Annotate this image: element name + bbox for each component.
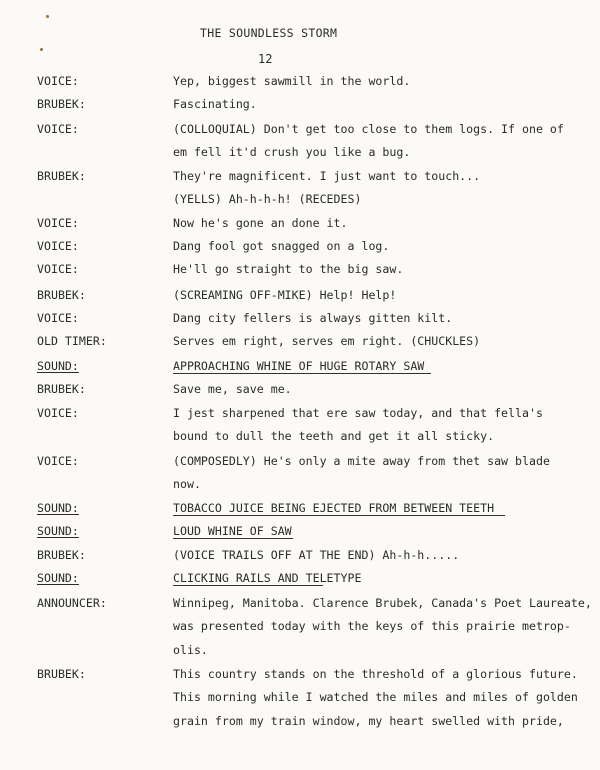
speaker-label: VOICE:	[37, 216, 79, 230]
dialogue-line: This country stands on the threshold of a glorious future.	[173, 667, 578, 681]
dialogue-line: Dang fool got snagged on a log.	[173, 239, 390, 253]
speaker-label: ANNOUNCER:	[37, 596, 107, 610]
speaker-label: BRUBEK:	[37, 667, 86, 681]
dialogue-line: em fell it'd crush you like a bug.	[173, 145, 411, 160]
cue-underline	[173, 515, 505, 516]
dialogue-line: Yep, biggest sawmill in the world.	[173, 74, 411, 88]
dialogue-line: now.	[173, 477, 201, 492]
speaker-label: BRUBEK:	[37, 288, 86, 302]
speaker-label: SOUND:	[37, 524, 79, 538]
page-number: 12	[258, 52, 273, 66]
speaker-label: OLD TIMER:	[37, 334, 107, 348]
sound-cue-text	[173, 355, 424, 378]
dialogue-line: TOBACCO JUICE BEING EJECTED FROM BETWEEN TEETH	[173, 501, 495, 515]
speaker-label: VOICE:	[37, 74, 79, 88]
dialogue-text	[173, 118, 564, 165]
dialogue-text	[173, 378, 292, 401]
speaker-label: BRUBEK:	[37, 548, 86, 562]
dialogue-line: Serves em right, serves em right. (CHUCKLES)	[173, 334, 481, 348]
speaker-label: VOICE:	[37, 311, 79, 325]
dialogue-line: LOUD WHINE OF SAW	[173, 524, 292, 538]
dialogue-line: (YELLS) Ah-h-h-h! (RECEDES)	[173, 192, 362, 207]
dialogue-text	[173, 592, 592, 662]
dialogue-line: (VOICE TRAILS OFF AT THE END) Ah-h-h.....	[173, 548, 460, 562]
speaker-label: VOICE:	[37, 454, 79, 468]
dialogue-text	[173, 258, 403, 281]
dialogue-line: (SCREAMING OFF-MIKE) Help! Help!	[173, 288, 397, 302]
cue-underline	[173, 538, 293, 539]
speaker-label: VOICE:	[37, 406, 79, 420]
sound-cue-text	[173, 520, 292, 543]
dialogue-line: He'll go straight to the big saw.	[173, 262, 404, 276]
dialogue-text	[173, 284, 396, 307]
dialogue-text	[173, 235, 389, 258]
script-title: THE SOUNDLESS STORM	[200, 26, 338, 40]
dialogue-line: They're magnificent. I just want to touch...	[173, 169, 481, 183]
ink-speck	[40, 48, 43, 51]
dialogue-line: grain from my train window, my heart swelled with pride,	[173, 713, 564, 728]
dialogue-text	[173, 212, 348, 235]
speaker-label: BRUBEK:	[37, 169, 86, 183]
dialogue-line: olis.	[173, 642, 208, 657]
dialogue-line: CLICKING RAILS AND TELETYPE	[173, 571, 362, 585]
speaker-label: SOUND:	[37, 501, 79, 515]
dialogue-line: was presented today with the keys of this prairie metrop-	[173, 619, 571, 634]
dialogue-line: Fascinating.	[173, 97, 257, 111]
dialogue-line: Winnipeg, Manitoba. Clarence Brubek, Canada's Poet Laureate,	[173, 596, 592, 610]
speaker-label: BRUBEK:	[37, 382, 86, 396]
dialogue-line: (COMPOSEDLY) He's only a mite away from thet saw blade	[173, 454, 550, 468]
dialogue-line: Now he's gone an done it.	[173, 216, 348, 230]
dialogue-text	[173, 307, 452, 330]
speaker-label: SOUND:	[37, 359, 79, 373]
dialogue-text	[173, 544, 459, 567]
sound-cue-text	[173, 567, 361, 590]
dialogue-text	[173, 165, 480, 212]
dialogue-text	[173, 402, 543, 449]
dialogue-text	[173, 330, 480, 353]
dialogue-text	[173, 450, 550, 497]
cue-underline	[173, 585, 323, 586]
dialogue-line: Dang city fellers is always gitten kilt.	[173, 311, 453, 325]
dialogue-line: This morning while I watched the miles and miles of golden	[173, 690, 578, 705]
speaker-label: BRUBEK:	[37, 97, 86, 111]
speaker-label: SOUND:	[37, 571, 79, 585]
dialogue-line: bound to dull the teeth and get it all sticky.	[173, 429, 495, 444]
dialogue-text	[173, 93, 257, 116]
dialogue-line: I jest sharpened that ere saw today, and that fella's	[173, 406, 543, 420]
sound-cue-text	[173, 497, 494, 520]
speaker-label: VOICE:	[37, 262, 79, 276]
dialogue-text	[173, 663, 578, 733]
dialogue-line: (COLLOQUIAL) Don't get too close to them logs. If one of	[173, 122, 564, 136]
dialogue-line: Save me, save me.	[173, 382, 292, 396]
speaker-label: VOICE:	[37, 122, 79, 136]
dialogue-line: APPROACHING WHINE OF HUGE ROTARY SAW	[173, 359, 425, 373]
ink-speck	[46, 15, 49, 18]
cue-underline	[173, 373, 431, 374]
dialogue-text	[173, 70, 410, 93]
speaker-label: VOICE:	[37, 239, 79, 253]
